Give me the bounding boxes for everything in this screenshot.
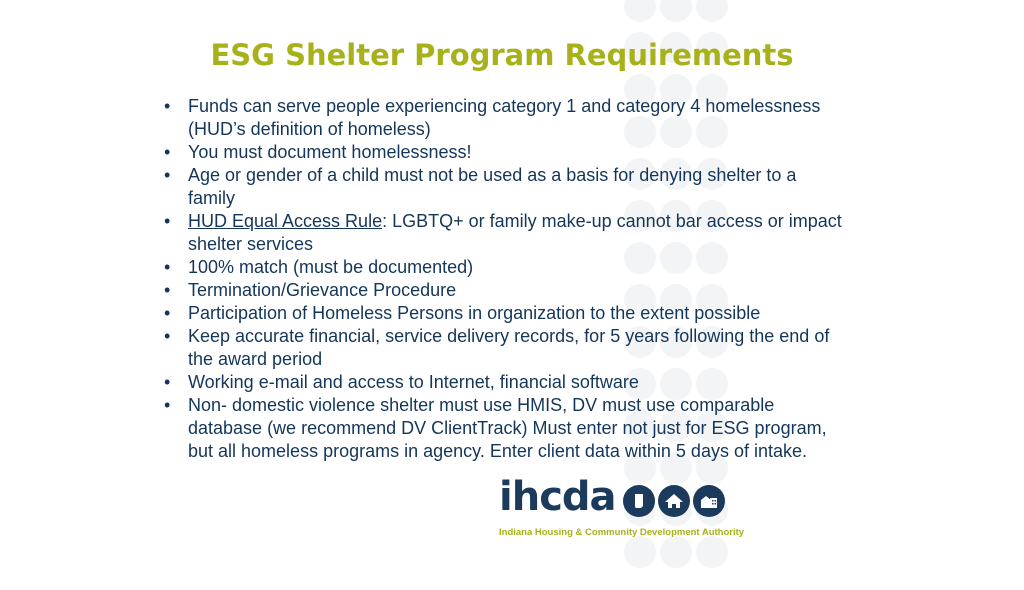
- house-icon: [658, 485, 690, 517]
- list-item-text: Keep accurate financial, service delivery records, for 5 years following the end of the award period: [188, 326, 830, 369]
- list-item-text: Termination/Grievance Procedure: [188, 280, 457, 300]
- list-item-text: You must document homelessness!: [188, 142, 472, 162]
- slide-title: ESG Shelter Program Requirements: [210, 38, 794, 72]
- list-item-text: Non- domestic violence shelter must use HMIS, DV must use comparable database (we recommend DV ClientTrack) Must enter not just for ESG program, but all homeless programs in agency. Enter client data within 5 days of intake.: [188, 395, 827, 461]
- list-item: [162, 371, 842, 394]
- list-item: [162, 394, 842, 463]
- logo-wordmark: ihcda: [499, 474, 616, 520]
- indiana-state-icon: [623, 485, 655, 517]
- list-item-text: Funds can serve people experiencing category 1 and category 4 homelessness (HUD’s definition of homeless): [188, 96, 821, 139]
- ihcda-logo: [499, 474, 745, 543]
- list-item: [162, 95, 842, 141]
- hud-equal-access-rule-link[interactable]: HUD Equal Access Rule: [188, 211, 383, 231]
- list-item-text: Working e-mail and access to Internet, financial software: [188, 372, 639, 392]
- list-item-text: Age or gender of a child must not be used as a basis for denying shelter to a family: [188, 165, 797, 208]
- list-item: [162, 302, 842, 325]
- list-item: [162, 164, 842, 210]
- list-item-text: 100% match (must be documented): [188, 257, 474, 277]
- logo-icons: [623, 485, 725, 517]
- list-item: [162, 279, 842, 302]
- logo-tagline: Indiana Housing & Community Development Authority: [499, 527, 745, 538]
- list-item: [162, 210, 842, 256]
- requirements-list: [162, 95, 842, 463]
- list-item: [162, 141, 842, 164]
- list-item: [162, 256, 842, 279]
- community-icon: [693, 485, 725, 517]
- list-item-text: Participation of Homeless Persons in organization to the extent possible: [188, 303, 761, 323]
- list-item-text: : LGBTQ+ or family make-up cannot bar access or impact shelter services: [188, 211, 842, 254]
- list-item: [162, 325, 842, 371]
